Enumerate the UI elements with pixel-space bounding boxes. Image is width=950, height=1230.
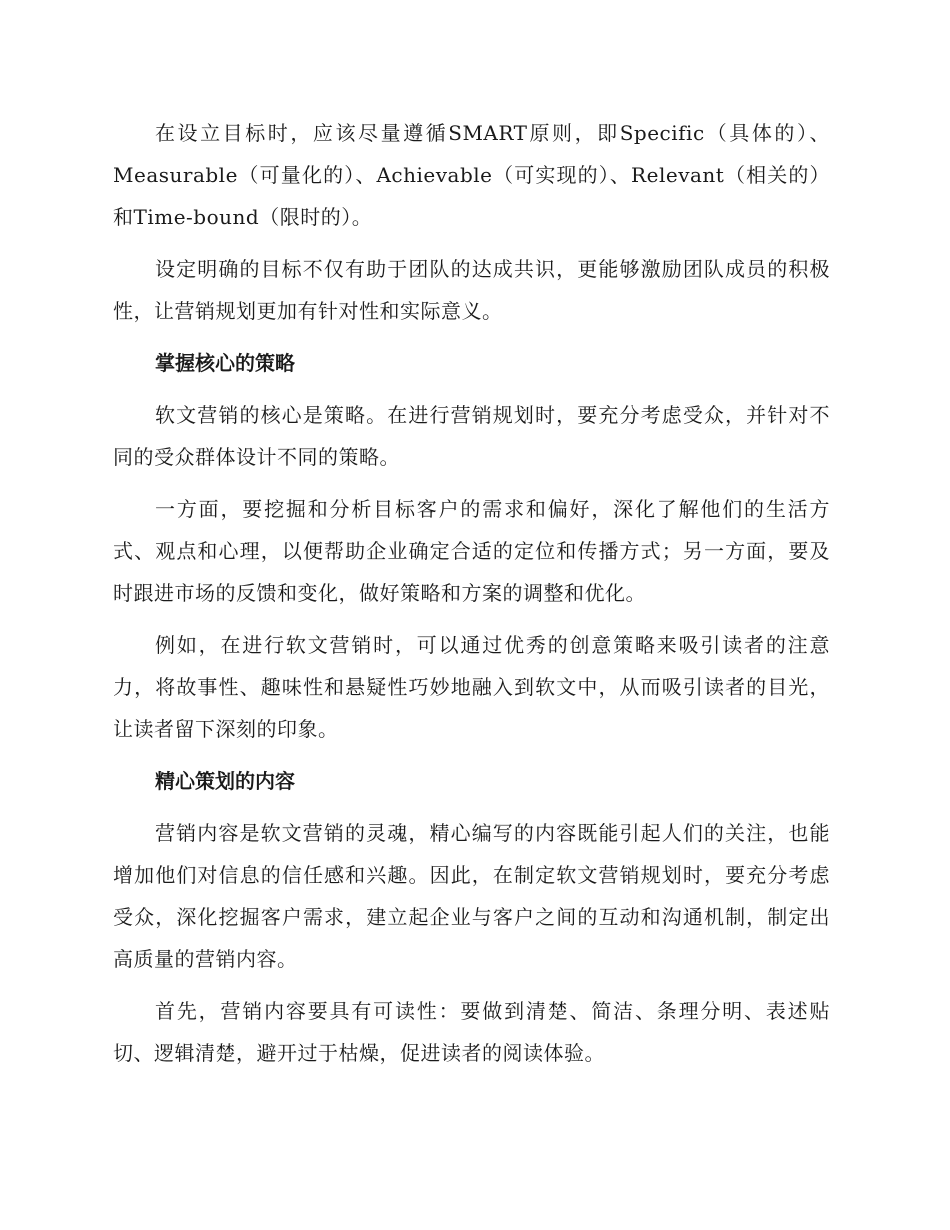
paragraph-strategy-example: 例如，在进行软文营销时，可以通过优秀的创意策略来吸引读者的注意力，将故事性、趣味性和悬疑性巧妙地融入到软文中，从而吸引读者的目光，让读者留下深刻的印象。 (113, 633, 830, 741)
paragraph-readability: 首先，营销内容要具有可读性：要做到清楚、简洁、条理分明、表述贴切、逻辑清楚，避开过于枯燥，促进读者的阅读体验。 (113, 999, 830, 1065)
paragraph-strategy-intro: 软文营销的核心是策略。在进行营销规划时，要充分考虑受众，并针对不同的受众群体设计不同的策略。 (113, 403, 830, 469)
paragraph-goal-benefits: 设定明确的目标不仅有助于团队的达成共识，更能够激励团队成员的积极性，让营销规划更加有针对性和实际意义。 (113, 257, 830, 323)
section-heading-core-strategy: 掌握核心的策略 (155, 351, 295, 375)
paragraph-smart-principle: 在设立目标时，应该尽量遵循SMART原则，即Specific（具体的）、Measurable（可量化的）、Achievable（可实现的）、Relevant（相关的）和Time-bound（限时的）。 (113, 121, 830, 229)
section-heading-content-planning: 精心策划的内容 (155, 769, 295, 793)
paragraph-strategy-details: 一方面，要挖掘和分析目标客户的需求和偏好，深化了解他们的生活方式、观点和心理，以便帮助企业确定合适的定位和传播方式；另一方面，要及时跟进市场的反馈和变化，做好策略和方案的调整和优化。 (113, 497, 830, 605)
paragraph-content-intro: 营销内容是软文营销的灵魂，精心编写的内容既能引起人们的关注，也能增加他们对信息的信任感和兴趣。因此，在制定软文营销规划时，要充分考虑受众，深化挖掘客户需求，建立起企业与客户之间的互动和沟通机制，制定出高质量的营销内容。 (113, 821, 830, 971)
